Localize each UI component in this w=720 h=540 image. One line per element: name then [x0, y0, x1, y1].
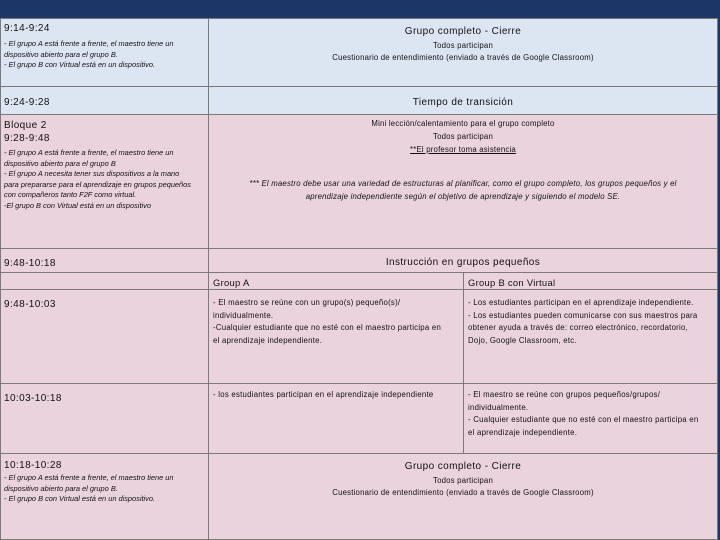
row7-title: Grupo completo - Cierre	[404, 461, 522, 472]
row6-b-line-3: - Cualquier estudiante que no esté con el maestro participa en	[468, 415, 699, 424]
row2-left-cell	[0, 86, 208, 114]
row5-b-line-3: obtener ayuda a través de: correo electrónico, recordatorio,	[468, 323, 688, 332]
row1-note-1: - El grupo A está frente a frente, el maestro tiene un	[4, 39, 174, 48]
row1-note-3: - El grupo B con Virtual está en un dispositivo.	[4, 60, 156, 69]
row5-a-line-3: -Cualquier estudiante que no esté con el maestro participa en	[213, 323, 442, 332]
row7-line-2: Cuestionario de entendimiento (enviado a través de Google Classroom)	[332, 488, 594, 497]
row6-b-line-2: individualmente.	[468, 402, 529, 412]
row7-notes	[4, 473, 205, 505]
header-bar	[0, 0, 720, 18]
row4-title: Instrucción en grupos pequeños	[385, 257, 541, 268]
row6-b-line-1: - El maestro se reúne con grupos pequeños/grupos/	[468, 390, 661, 399]
row7-time: 10:18-10:28	[4, 460, 62, 471]
row6-a-line-1: - los estudiantes participan en el aprendizaje independiente	[213, 390, 434, 399]
row5-a-line-1: - El maestro se reúne con un grupo(s) pequeño(s)/	[213, 298, 401, 307]
row1-notes	[4, 39, 205, 71]
row6-group-a-cell	[208, 383, 463, 453]
row7-note-2: dispositivo abierto para el grupo B.	[4, 483, 118, 493]
row3-label: Bloque 2	[4, 120, 47, 131]
row3-note-6: -El grupo B con Virtual está en un dispositivo	[4, 200, 151, 210]
row5-a-line-2: individualmente.	[213, 310, 274, 320]
row7-note-1: - El grupo A está frente a frente, el maestro tiene un	[4, 473, 174, 482]
row3-note-4: para prepararse para el aprendizaje en grupos pequeños	[4, 179, 191, 189]
row1-time: 9:14-9:24	[4, 23, 50, 34]
group-a-header	[208, 272, 463, 289]
row6-b-line-4: el aprendizaje independiente.	[468, 427, 578, 437]
row3-attendance: **El profesor toma asistencia	[410, 145, 516, 154]
row6-left-cell	[0, 383, 208, 453]
group-b-label: Group B con Virtual	[468, 277, 556, 288]
row5-b-line-4: Dojo, Google Classroom, etc.	[468, 335, 577, 345]
row4-time: 9:48-10:18	[4, 258, 56, 269]
row6-time: 10:03-10:18	[4, 393, 62, 404]
row7-line-1: Todos participan	[433, 476, 493, 485]
row3-note-5: con compañeros tanto F2F como virtual.	[4, 190, 137, 199]
row3-line-2: Todos participan	[433, 132, 493, 141]
row1-line-2: Cuestionario de entendimiento (enviado a través de Google Classroom)	[332, 53, 594, 62]
row3-left-cell	[0, 114, 208, 248]
row7-left-cell	[0, 453, 208, 540]
row3-right-cell	[208, 114, 718, 248]
row2-time: 9:24-9:28	[4, 97, 50, 108]
row7-right-cell	[208, 453, 718, 540]
row2-title: Tiempo de transición	[412, 97, 514, 108]
row3-note-3: - El grupo A necesita tener sus dispositivos a la mano	[4, 169, 180, 178]
row3-notes	[4, 148, 205, 211]
row2-right-cell	[208, 86, 718, 114]
row3-time: 9:28-9:48	[4, 133, 50, 144]
row5-group-a-cell	[208, 289, 463, 383]
row7-note-3: - El grupo B con Virtual está en un dispositivo.	[4, 494, 156, 503]
row4-left-cell	[0, 248, 208, 272]
row1-right-cell	[208, 18, 718, 86]
row5-a-line-4: el aprendizaje independiente.	[213, 335, 323, 345]
row3-italic-1: *** El maestro debe usar una variedad de estructuras al planificar, como el grupo completo, los grupos pequeños y el	[249, 179, 677, 188]
row1-note-2: dispositivo abierto para el grupo B.	[4, 49, 118, 59]
row5-left-cell	[0, 289, 208, 383]
row3-note-2: dispositivo abierto para el grupo B	[4, 158, 116, 168]
row3-italic-note	[209, 177, 717, 203]
group-header-blank-cell	[0, 272, 208, 289]
row1-line-1: Todos participan	[433, 41, 493, 50]
row3-italic-2: aprendizaje independiente según el objetivo de aprendizaje y siguiendo el modelo SE.	[305, 192, 621, 201]
row6-group-b-cell	[463, 383, 718, 453]
group-b-header	[463, 272, 718, 289]
row5-b-line-2: - Los estudiantes pueden comunicarse con sus maestros para	[468, 310, 698, 320]
row3-line-1: Mini lección/calentamiento para el grupo completo	[371, 119, 555, 128]
row3-note-1: - El grupo A está frente a frente, el maestro tiene un	[4, 148, 174, 157]
row5-time: 9:48-10:03	[4, 299, 56, 310]
row5-b-line-1: - Los estudiantes participan en el aprendizaje independiente.	[468, 298, 694, 307]
row4-right-cell	[208, 248, 718, 272]
group-a-label: Group A	[213, 277, 250, 288]
row5-group-b-cell	[463, 289, 718, 383]
row1-left-cell	[0, 18, 208, 86]
row1-title: Grupo completo - Cierre	[404, 26, 522, 37]
